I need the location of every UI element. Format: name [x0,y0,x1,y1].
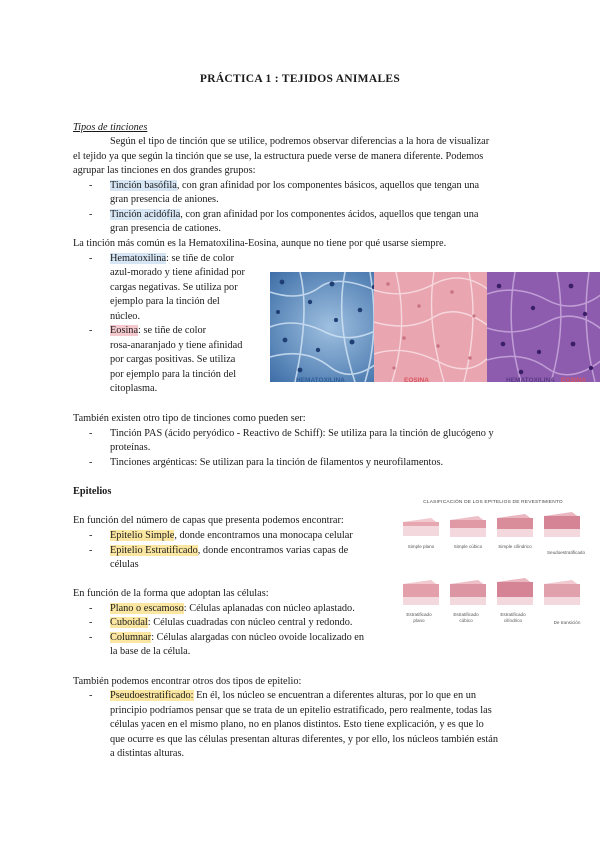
columnar-line-2: la base de la célula. [110,646,191,657]
basofila-rest: , con gran afinidad por los componentes básicos, aquellos que tengan una [176,180,480,191]
bullet-dash: - [89,690,93,701]
eosina-term: Eosina [110,325,139,336]
bullet-dash: - [89,428,93,439]
diagram-caption: Simple plano [407,544,435,549]
estrat-rest: , donde encontramos varias capas de [197,545,349,556]
hematoxilina-micrograph [270,272,390,382]
forma-intro: En función de la forma que adoptan las células: [73,588,269,599]
columnar-rest: : Células alargadas con núcleo ovoide localizado en [151,632,365,643]
label-combo-eosina: EOSINA [561,377,586,384]
basofila-item [110,179,479,194]
estrat-item [110,544,348,559]
otros-intro: También podemos encontrar otros dos tipos de epitelio: [73,676,302,687]
eosina-micrograph [374,272,494,382]
pseudo-line: a distintas alturas. [110,748,185,759]
eosina-line: citoplasma. [110,383,158,394]
hema-item [110,252,234,267]
pseudo-line: células yacen en el mismo plano, no en planos distintos. Esto tiene explicación, y es que lo [110,719,484,730]
hema-line: ejemplo para la tinción del [110,296,220,307]
he-line: La tinción más común es la Hematoxilina-Eosina, aunque no tiene por qué usarse siempre. [73,238,447,249]
acidofila-item [110,208,479,223]
estrat-term: Epitelio Estratificado [110,545,198,556]
cuboidal-item [110,616,352,631]
hema-line: azul-morado y tiene afinidad por [110,267,245,278]
epitelios-heading: Epitelios [73,486,112,497]
intro-line-2: el tejido ya que según la tinción que se use, la estructura puede verse de manera diferente. Podemos [73,151,484,162]
plano-rest: : Células aplanadas con núcleo aplastado. [183,603,355,614]
acidofila-rest: , con gran afinidad por los componentes ácidos, aquellos que tengan una [180,209,479,220]
bullet-dash: - [89,617,93,628]
otros-line: También existen otro tipo de tinciones como pueden ser: [73,413,306,424]
bullet-dash: - [89,545,93,556]
hema-line: cargas negativas. Se utiliza por [110,282,238,293]
bullet-dash: - [89,457,93,468]
diagram-caption: Simple cúbico [453,544,483,549]
pseudo-line: principio podríamos pensar que se trata de un epitelio estratificado, pero realmente, todas las [110,705,492,716]
cuboidal-rest: : Células cuadradas con núcleo central y redondo. [147,617,353,628]
hematoxilina-eosina-micrograph [487,272,600,382]
page-title: PRÁCTICA 1 : TEJIDOS ANIMALES [199,73,401,85]
eosina-item [110,324,206,339]
eosina-line: por cargas positivas. Se utiliza [110,354,236,365]
intro-line-1: Según el tipo de tinción que se utilice, podremos observar diferencias a la hora de visualizar [110,136,490,147]
columnar-item [110,631,364,646]
bullet-dash: - [89,632,93,643]
bullet-dash: - [89,325,93,336]
capas-intro: En función del número de capas que presenta podemos encontrar: [73,515,344,526]
plano-term: Plano o escamoso [110,603,184,614]
argenticas-line: Tinciones argénticas: Se utilizan para la tinción de filamentos y neurofilamentos. [110,457,444,468]
diagram-caption: Simple cilíndrico [498,544,532,549]
pas-line-1: Tinción PAS (ácido peryódico - Reactivo de Schiff): Se utiliza para la tinción de glucógeno y [110,428,494,439]
bullet-dash: - [89,209,93,220]
acidofila-term: Tinción acidófila [110,209,181,220]
hema-term: Hematoxilina [110,253,167,264]
diagram-caption: Estratificado cúbico [453,612,479,623]
hema-rest: : se tiñe de color [166,253,235,264]
eosina-line: rosa-anaranjado y tiene afinidad [110,340,243,351]
label-combo-hematoxilina: HEMATOXILINA [506,377,555,384]
estrat-line-2: células [110,559,139,570]
intro-line-3: agrupar las tinciones en dos grandes grupos: [73,165,256,176]
bullet-dash: - [89,180,93,191]
simple-rest: , donde encontramos una monocapa celular [174,530,353,541]
pseudo-line: que ocurre es que las células presentan alturas diferentes, y por ello, los núcleos también están [110,734,498,745]
simple-term: Epitelio Simple [110,530,175,541]
acidofila-line-2: gran presencia de cationes. [110,223,221,234]
tinciones-heading: Tipos de tinciones [73,122,148,133]
label-hematoxilina: HEMATOXILINA [296,377,345,384]
plano-item [110,602,355,617]
simple-item [110,529,353,544]
pseudo-term: Pseudoestratificado: [110,690,194,701]
bullet-dash: - [89,530,93,541]
label-eosina: EOSINA [404,377,429,384]
bullet-dash: - [89,603,93,614]
tissue-blocks [403,512,580,605]
pseudo-rest: En él, los núcleo se encuentran a diferentes alturas, por lo que en un [193,690,476,701]
diagram-caption: Estratificado cilíndrico [500,612,526,623]
pseudo-item [110,689,476,704]
eosina-rest: : se tiñe de color [138,325,207,336]
pas-line-2: proteínas. [110,442,151,453]
diagram-title: CLASIFICACIÓN DE LOS EPITELIOS DE REVESTIMIENTO [423,500,563,505]
basofila-term: Tinción basófila [110,180,177,191]
diagram-caption: Seudoestratificado [546,550,586,555]
eosina-line: por ejemplo para la tinción del [110,369,237,380]
diagram-caption: De transición [553,620,581,625]
hema-line: núcleo. [110,311,141,322]
basofila-line-2: gran presencia de aniones. [110,194,219,205]
bullet-dash: - [89,253,93,264]
cuboidal-term: Cuboidal [110,617,148,628]
columnar-term: Columnar [110,632,152,643]
diagram-caption: Estratificado plano [406,612,432,623]
